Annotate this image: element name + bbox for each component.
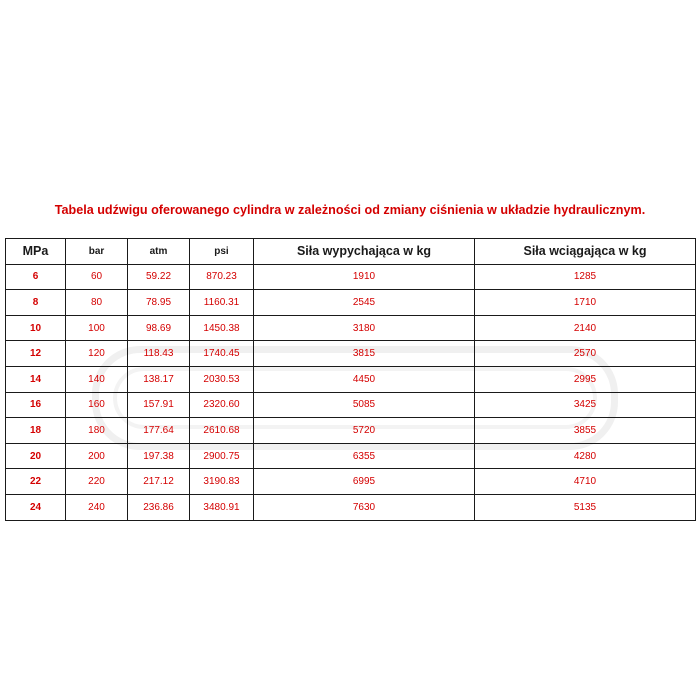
cell-push-force: 3815 [254,341,475,367]
cell-bar: 100 [66,315,128,341]
cell-bar: 80 [66,290,128,316]
cell-atm: 177.64 [128,418,190,444]
cell-mpa: 16 [6,392,66,418]
cell-pull-force: 5135 [475,494,696,520]
table-row [6,494,696,520]
cell-psi: 1450.38 [190,315,254,341]
cell-psi: 1160.31 [190,290,254,316]
cell-push-force: 5720 [254,418,475,444]
cell-psi: 3480.91 [190,494,254,520]
cell-push-force: 6995 [254,469,475,495]
cell-psi: 2610.68 [190,418,254,444]
cell-pull-force: 1285 [475,264,696,290]
cell-mpa: 20 [6,443,66,469]
cell-atm: 197.38 [128,443,190,469]
cell-mpa: 22 [6,469,66,495]
cell-pull-force: 2140 [475,315,696,341]
table-title: Tabela udźwigu oferowanego cylindra w zależności od zmiany ciśnienia w układzie hydraulicznym. [54,203,646,217]
cell-pull-force: 1710 [475,290,696,316]
cell-atm: 59.22 [128,264,190,290]
cell-mpa: 8 [6,290,66,316]
cell-mpa: 12 [6,341,66,367]
cell-psi: 1740.45 [190,341,254,367]
cell-mpa: 18 [6,418,66,444]
header-bar: bar [66,239,128,265]
table-row [6,418,696,444]
cell-pull-force: 2570 [475,341,696,367]
load-capacity-table [5,238,696,521]
table-row [6,264,696,290]
cell-mpa: 14 [6,366,66,392]
cell-push-force: 2545 [254,290,475,316]
cell-pull-force: 3855 [475,418,696,444]
cell-bar: 200 [66,443,128,469]
cell-bar: 220 [66,469,128,495]
cell-psi: 2320.60 [190,392,254,418]
header-row [6,239,696,265]
cell-pull-force: 4280 [475,443,696,469]
cell-mpa: 6 [6,264,66,290]
cell-atm: 236.86 [128,494,190,520]
cell-atm: 138.17 [128,366,190,392]
cell-push-force: 5085 [254,392,475,418]
cell-atm: 157.91 [128,392,190,418]
cell-bar: 160 [66,392,128,418]
cell-push-force: 6355 [254,443,475,469]
table-row [6,366,696,392]
cell-bar: 60 [66,264,128,290]
table-row [6,341,696,367]
cell-push-force: 3180 [254,315,475,341]
header-atm: atm [128,239,190,265]
cell-pull-force: 3425 [475,392,696,418]
cell-push-force: 4450 [254,366,475,392]
cell-bar: 180 [66,418,128,444]
cell-psi: 3190.83 [190,469,254,495]
cell-bar: 120 [66,341,128,367]
header-mpa: MPa [6,239,66,265]
table-row [6,392,696,418]
cell-push-force: 7630 [254,494,475,520]
cell-psi: 870.23 [190,264,254,290]
cell-pull-force: 4710 [475,469,696,495]
cell-pull-force: 2995 [475,366,696,392]
cell-mpa: 10 [6,315,66,341]
cell-push-force: 1910 [254,264,475,290]
cell-atm: 78.95 [128,290,190,316]
cell-atm: 118.43 [128,341,190,367]
cell-psi: 2030.53 [190,366,254,392]
header-psi: psi [190,239,254,265]
table-row [6,290,696,316]
header-pull-force: Siła wciągająca w kg [475,239,696,265]
table-body [6,264,696,520]
table-row [6,315,696,341]
cell-bar: 240 [66,494,128,520]
header-push-force: Siła wypychająca w kg [254,239,475,265]
table-row [6,443,696,469]
cell-mpa: 24 [6,494,66,520]
cell-atm: 98.69 [128,315,190,341]
cell-bar: 140 [66,366,128,392]
table-row [6,469,696,495]
cell-atm: 217.12 [128,469,190,495]
cell-psi: 2900.75 [190,443,254,469]
